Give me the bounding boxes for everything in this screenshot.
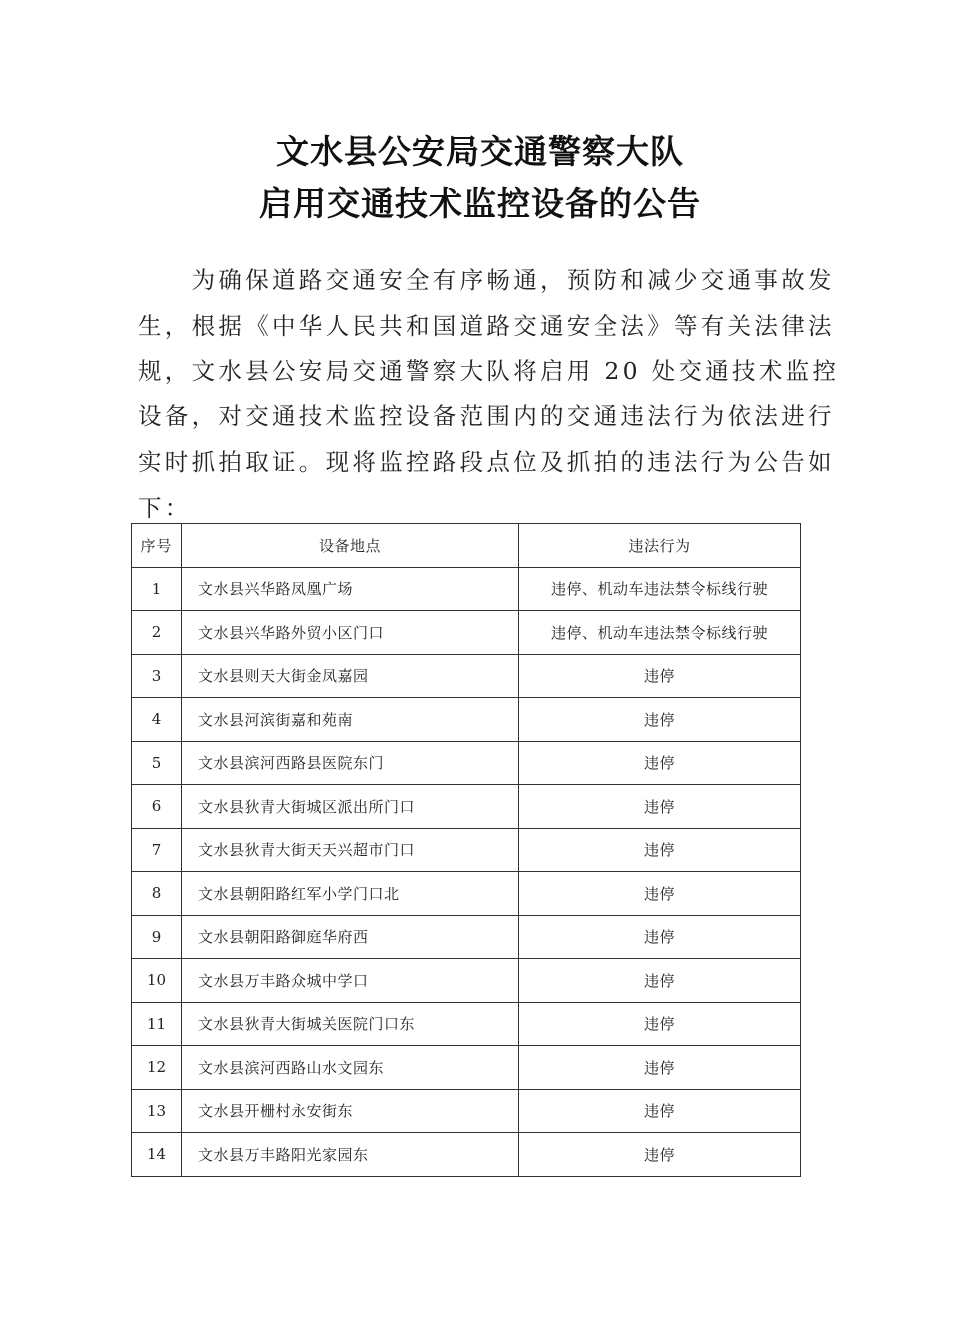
paragraph-line: 规，文水县公安局交通警察大队将启用 20 处交通技术监控 [138, 357, 840, 385]
row-location: 文水县万丰路阳光家园东 [182, 1133, 519, 1177]
row-number: 2 [132, 611, 182, 655]
row-violation: 违停 [519, 959, 801, 1003]
row-number: 1 [132, 567, 182, 611]
row-number: 7 [132, 828, 182, 872]
row-violation: 违停、机动车违法禁令标线行驶 [519, 611, 801, 655]
row-violation: 违停 [519, 1089, 801, 1133]
row-violation: 违停 [519, 1133, 801, 1177]
table-row [132, 611, 801, 655]
row-location: 文水县滨河西路山水文园东 [182, 1046, 519, 1090]
table-row [132, 1089, 801, 1133]
row-location: 文水县开栅村永安街东 [182, 1089, 519, 1133]
row-location: 文水县狄青大街城区派出所门口 [182, 785, 519, 829]
row-number: 8 [132, 872, 182, 916]
row-violation: 违停 [519, 915, 801, 959]
row-location: 文水县则天大街金凤嘉园 [182, 654, 519, 698]
row-location: 文水县狄青大街天天兴超市门口 [182, 828, 519, 872]
row-violation: 违停 [519, 872, 801, 916]
row-number: 9 [132, 915, 182, 959]
table-row [132, 872, 801, 916]
table-row [132, 741, 801, 785]
table-row [132, 915, 801, 959]
row-location: 文水县朝阳路红军小学门口北 [182, 872, 519, 916]
header-cell-violation: 违法行为 [519, 524, 801, 568]
paragraph-line: 实时抓拍取证。现将监控路段点位及抓拍的违法行为公告如 [138, 448, 835, 476]
row-violation: 违停 [519, 1002, 801, 1046]
row-number: 12 [132, 1046, 182, 1090]
row-location: 文水县万丰路众城中学口 [182, 959, 519, 1003]
table-row [132, 959, 801, 1003]
table-row [132, 1046, 801, 1090]
table-row [132, 698, 801, 742]
paragraph-line: 设备，对交通技术监控设备范围内的交通违法行为依法进行 [138, 402, 835, 430]
document-title-line1: 文水县公安局交通警察大队 [276, 132, 684, 171]
header-cell-location: 设备地点 [182, 524, 519, 568]
row-violation: 违停、机动车违法禁令标线行驶 [519, 567, 801, 611]
row-location: 文水县河滨街嘉和苑南 [182, 698, 519, 742]
row-violation: 违停 [519, 654, 801, 698]
header-cell-number: 序号 [132, 524, 182, 568]
table-row [132, 1002, 801, 1046]
row-violation: 违停 [519, 828, 801, 872]
row-location: 文水县滨河西路县医院东门 [182, 741, 519, 785]
document-title-line2: 启用交通技术监控设备的公告 [259, 184, 701, 223]
row-location: 文水县兴华路外贸小区门口 [182, 611, 519, 655]
paragraph-line: 为确保道路交通安全有序畅通，预防和减少交通事故发 [138, 266, 835, 294]
table-row [132, 785, 801, 829]
row-location: 文水县狄青大街城关医院门口东 [182, 1002, 519, 1046]
row-number: 11 [132, 1002, 182, 1046]
row-number: 6 [132, 785, 182, 829]
table-row [132, 654, 801, 698]
row-location: 文水县朝阳路御庭华府西 [182, 915, 519, 959]
row-violation: 违停 [519, 1046, 801, 1090]
row-number: 3 [132, 654, 182, 698]
row-number: 13 [132, 1089, 182, 1133]
row-number: 10 [132, 959, 182, 1003]
row-location: 文水县兴华路凤凰广场 [182, 567, 519, 611]
table-header-row [132, 524, 801, 568]
row-violation: 违停 [519, 698, 801, 742]
table-row [132, 828, 801, 872]
row-number: 5 [132, 741, 182, 785]
row-violation: 违停 [519, 741, 801, 785]
monitoring-locations-table [131, 523, 801, 1177]
paragraph-line: 生，根据《中华人民共和国道路交通安全法》等有关法律法 [138, 312, 835, 340]
paragraph-line: 下： [138, 494, 192, 522]
row-number: 4 [132, 698, 182, 742]
row-number: 14 [132, 1133, 182, 1177]
table-row [132, 567, 801, 611]
row-violation: 违停 [519, 785, 801, 829]
table-row [132, 1133, 801, 1177]
